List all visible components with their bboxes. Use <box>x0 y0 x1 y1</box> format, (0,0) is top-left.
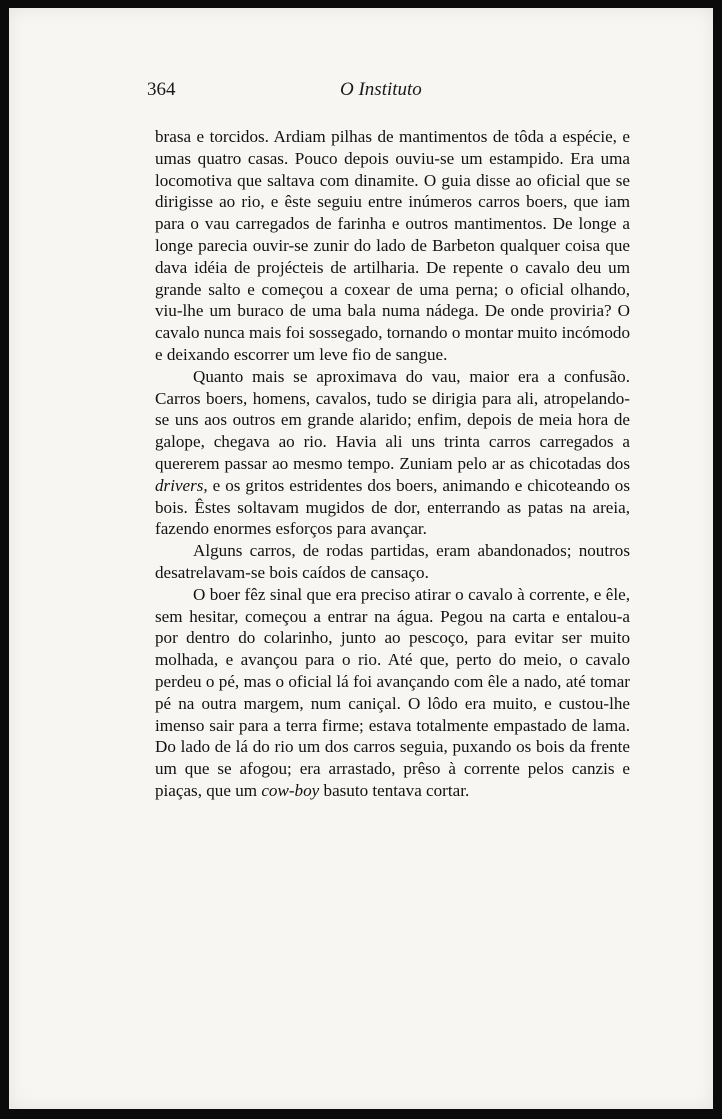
paragraph-2-text-a: Quanto mais se aproximava do vau, maior era a confusão. Carros boers, homens, cavalos, tudo se dirigia para ali, atropelando-se uns aos outros em grande alarido; enfim, depois de meia hora de galope, chegava ao rio. Havia ali uns trinta carros carregados a quererem passar ao mesmo tempo. Zuniam pelo ar as chicotadas dos <box>155 366 630 473</box>
paragraph-4-text-a: O boer fêz sinal que era preciso atirar o cavalo à corrente, e êle, sem hesitar, começou a entrar na água. Pegou na carta e entalou-a por dentro do colarinho, junto ao pescoço, para evitar ser muito molhada, e avançou para o rio. Até que, perto do meio, o cavalo perdeu o pé, mas o oficial lá foi avançando com êle a nado, até tomar pé na outra margem, num caniçal. O lôdo era muito, e custou-lhe imenso sair para a terra firme; estava totalmente empastado de lama. Do lado de lá do rio um dos carros seguia, puxando os bois da frente um que se afogou; era arrastado, prêso à corrente pelos canzis e piaças, que um <box>155 584 630 800</box>
paragraph-2-text-b: e os gritos estridentes dos boers, animando e chicoteando os bois. Êstes soltavam mugidos de dor, enterrando as patas na areia, fazendo enormes esforços para avançar. <box>155 475 630 539</box>
paragraph-3-text: Alguns carros, de rodas partidas, eram abandonados; noutros desatrelavam-se bois caídos de cansaço. <box>155 541 630 582</box>
paragraph-1-text: brasa e torcidos. Ardiam pilhas de mantimentos de tôda a espécie, e umas quatro casas. Pouco depois ouviu-se um estampido. Era uma locomotiva que saltava com dinamite. O guia disse ao oficial que se dirigisse ao rio, e êste seguiu entre inúmeros carros boers, que iam para o vau carregados de farinha e outros mantimentos. De longe a longe parecia ouvir-se zunir do lado de Barbeton qualquer coisa que dava idéia de projécteis de artilharia. De repente o cavalo deu um grande salto e começou a coxear de uma perna; o oficial olhando, viu-lhe um buraco de uma bala numa nádega. De onde proviria? O cavalo nunca mais foi sossegado, tornando o montar muito incómodo e deixando escorrer um leve fio de sangue. <box>155 127 630 364</box>
paragraph-3 <box>155 540 630 584</box>
page-header <box>147 79 627 107</box>
body-text <box>155 126 630 802</box>
paragraph-4-italic-cow-boy: cow-boy <box>261 780 320 800</box>
paragraph-1 <box>155 126 630 366</box>
paragraph-2-italic-drivers: drivers, <box>155 475 208 495</box>
running-title: O Instituto <box>340 79 422 100</box>
book-page <box>9 8 713 1109</box>
paragraph-4 <box>155 584 630 802</box>
paragraph-2 <box>155 366 630 540</box>
page-number: 364 <box>147 79 176 100</box>
paragraph-4-text-b: basuto tentava cortar. <box>319 780 470 800</box>
